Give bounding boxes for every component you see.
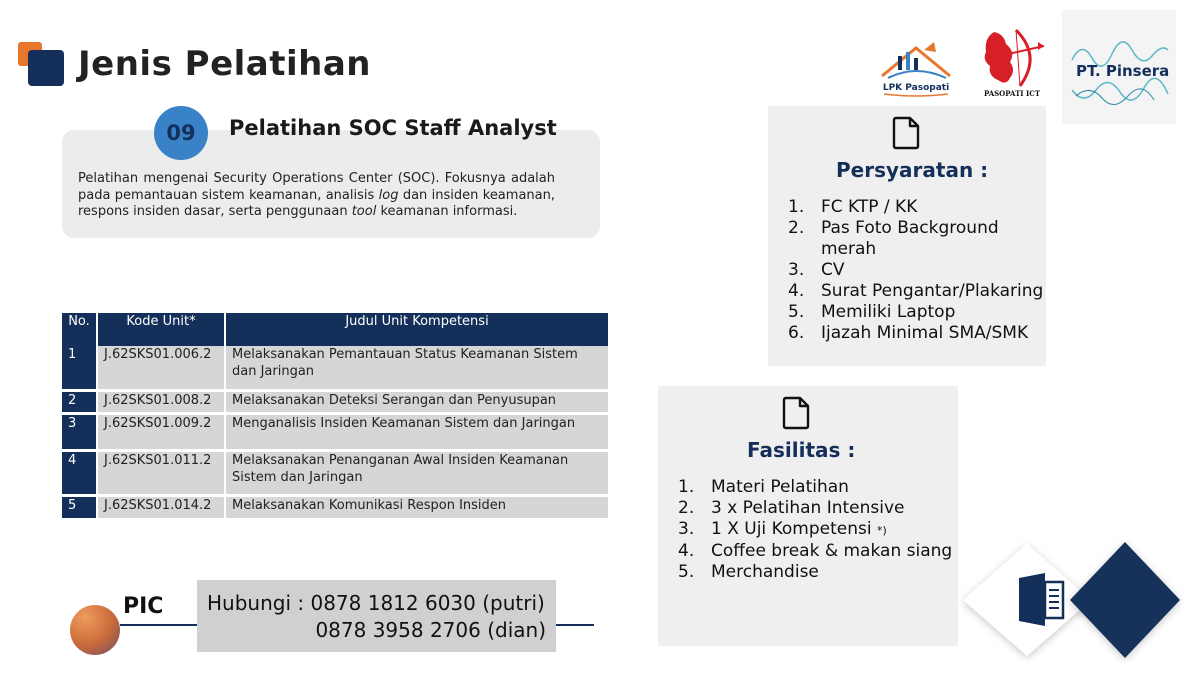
pasopati-logo-text: PASOPATI ICT	[983, 89, 1041, 98]
list-item-text: Surat Pengantar/Plakaring	[821, 281, 1044, 301]
list-item	[788, 260, 1044, 281]
requirements-panel	[768, 106, 1046, 366]
row-no: 3	[62, 415, 98, 452]
list-item-text: Ijazah Minimal SMA/SMK	[821, 323, 1029, 343]
pasopati-ict-logo	[976, 26, 1048, 100]
list-item-number: 4.	[678, 541, 695, 561]
table-row	[62, 452, 608, 497]
table-row	[62, 415, 608, 452]
list-item	[678, 477, 954, 498]
row-code: J.62SKS01.009.2	[98, 415, 226, 452]
row-title: Melaksanakan Penanganan Awal Insiden Keamanan Sistem dan Jaringan	[226, 452, 608, 497]
decorative-diamonds	[955, 540, 1190, 670]
row-no: 4	[62, 452, 98, 497]
list-item	[788, 197, 1044, 218]
list-item-text: FC KTP / KK	[821, 197, 918, 217]
document-icon	[782, 396, 812, 430]
pic-connector-line	[556, 624, 594, 626]
training-name: Pelatihan SOC Staff Analyst	[229, 116, 557, 140]
list-item	[678, 541, 954, 562]
list-item-text: Merchandise	[711, 562, 819, 582]
list-item-text: Pas Foto Background merah	[821, 218, 999, 259]
header-title: Judul Unit Kompetensi	[226, 313, 608, 346]
training-description	[78, 171, 555, 221]
header-no: No.	[62, 313, 98, 346]
contact-phone-primary: Hubungi : 0878 1812 6030 (putri)	[207, 591, 545, 615]
table-row	[62, 346, 608, 392]
facilities-list	[678, 477, 954, 583]
row-no: 5	[62, 497, 98, 521]
lpk-pasopati-logo	[876, 38, 956, 98]
header-code: Kode Unit*	[98, 313, 226, 346]
list-item-number: 2.	[678, 498, 695, 518]
row-title: Melaksanakan Pemantauan Status Keamanan Sistem dan Jaringan	[226, 346, 608, 392]
description-italic-term: tool	[351, 204, 377, 219]
list-item-number: 3.	[678, 519, 695, 539]
pic-decorative-circle	[70, 605, 120, 655]
list-item-text: CV	[821, 260, 845, 280]
lpk-logo-text: LPK Pasopati	[882, 83, 950, 93]
footnote-marker: *)	[876, 524, 887, 537]
table-row	[62, 392, 608, 415]
competency-units-table	[62, 313, 608, 521]
pinsera-logo	[1062, 10, 1176, 124]
list-item-number: 5.	[788, 302, 805, 322]
training-number-badge: 09	[154, 106, 208, 160]
row-title: Melaksanakan Komunikasi Respon Insiden	[226, 497, 608, 521]
list-item	[788, 218, 1044, 260]
list-item-number: 1.	[678, 477, 695, 497]
requirements-list	[788, 197, 1044, 344]
document-icon	[892, 116, 922, 150]
contact-phone-secondary: 0878 3958 2706 (dian)	[315, 618, 546, 642]
row-title: Menganalisis Insiden Keamanan Sistem dan Jaringan	[226, 415, 608, 452]
list-item-text: Coffee break & makan siang	[711, 541, 953, 561]
list-item	[678, 519, 954, 541]
list-item-text: 3 x Pelatihan Intensive	[711, 498, 905, 518]
list-item	[788, 323, 1044, 344]
row-code: J.62SKS01.008.2	[98, 392, 226, 415]
list-item-number: 2.	[788, 218, 805, 238]
list-item	[678, 562, 954, 583]
table-row	[62, 497, 608, 521]
description-text: keamanan informasi.	[376, 204, 518, 219]
pic-label: PIC	[123, 594, 164, 619]
list-item-number: 4.	[788, 281, 805, 301]
row-code: J.62SKS01.006.2	[98, 346, 226, 392]
row-code: J.62SKS01.014.2	[98, 497, 226, 521]
row-title: Melaksanakan Deteksi Serangan dan Penyusupan	[226, 392, 608, 415]
list-item-number: 1.	[788, 197, 805, 217]
title-accent-navy	[28, 50, 64, 86]
list-item-number: 5.	[678, 562, 695, 582]
description-text: Pelatihan mengenai Security Operations Center (SOC). Fokusnya adalah pada pemantauan sistem keamanan, analisis	[78, 171, 555, 203]
facilities-heading: Fasilitas :	[747, 438, 856, 462]
pinsera-logo-text: PT. Pinsera	[1076, 62, 1170, 80]
requirements-heading: Persyaratan :	[836, 158, 989, 182]
table-header-row	[62, 313, 608, 346]
list-item-text: 1 X Uji Kompetensi	[711, 519, 872, 539]
page-title: Jenis Pelatihan	[78, 44, 371, 84]
description-text: dan insiden keamanan, respons insiden dasar, serta penggunaan	[78, 187, 555, 219]
row-no: 1	[62, 346, 98, 392]
list-item-number: 3.	[788, 260, 805, 280]
facilities-panel	[658, 386, 958, 646]
description-italic-term: log	[378, 187, 399, 203]
list-item-text: Memiliki Laptop	[821, 302, 956, 322]
list-item	[678, 498, 954, 519]
list-item	[788, 302, 1044, 323]
list-item-number: 6.	[788, 323, 805, 343]
contact-box	[197, 580, 556, 652]
row-code: J.62SKS01.011.2	[98, 452, 226, 497]
list-item	[788, 281, 1044, 302]
pic-connector-line	[120, 624, 198, 626]
list-item-text: Materi Pelatihan	[711, 477, 849, 497]
row-no: 2	[62, 392, 98, 415]
